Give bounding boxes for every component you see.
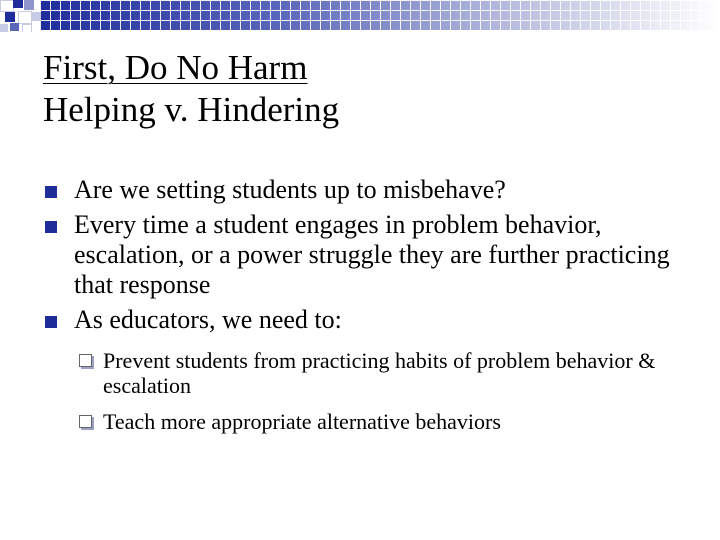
title-line-1: First, Do No Harm [43, 48, 308, 87]
mosaic-square [18, 11, 32, 24]
subbullet-item [77, 409, 705, 434]
bullet-text: Are we setting students up to misbehave? [74, 175, 506, 204]
grid-pattern [40, 0, 720, 30]
bullet-item [45, 210, 705, 300]
subbullet-item [77, 348, 705, 398]
mosaic-square [24, 0, 34, 10]
bullet-item [45, 305, 705, 434]
slide-title [43, 47, 339, 131]
corner-mosaic [0, 0, 42, 32]
filled-square-icon [45, 186, 57, 198]
mosaic-square [0, 24, 8, 32]
mosaic-square [13, 0, 23, 8]
filled-square-icon [45, 316, 57, 328]
title-line-2: Helping v. Hindering [43, 90, 340, 129]
subbullet-list [77, 348, 705, 434]
bullet-text: Every time a student engages in problem behavior, escalation, or a power struggle they are further practicing that response [74, 210, 670, 299]
mosaic-square [5, 12, 15, 22]
mosaic-square [0, 0, 14, 12]
hollow-square-icon [79, 415, 92, 428]
bullet-list [45, 175, 705, 445]
mosaic-square [10, 23, 19, 31]
mosaic-square [22, 24, 32, 32]
bullet-text: As educators, we need to: [74, 305, 342, 334]
hollow-square-icon [79, 354, 92, 367]
mosaic-square [32, 12, 41, 21]
subbullet-text: Prevent students from practicing habits of problem behavior & escalation [103, 348, 656, 398]
filled-square-icon [45, 221, 57, 233]
bullet-item [45, 175, 705, 205]
subbullet-text: Teach more appropriate alternative behaviors [103, 409, 501, 434]
header-decoration-bar [0, 0, 720, 32]
